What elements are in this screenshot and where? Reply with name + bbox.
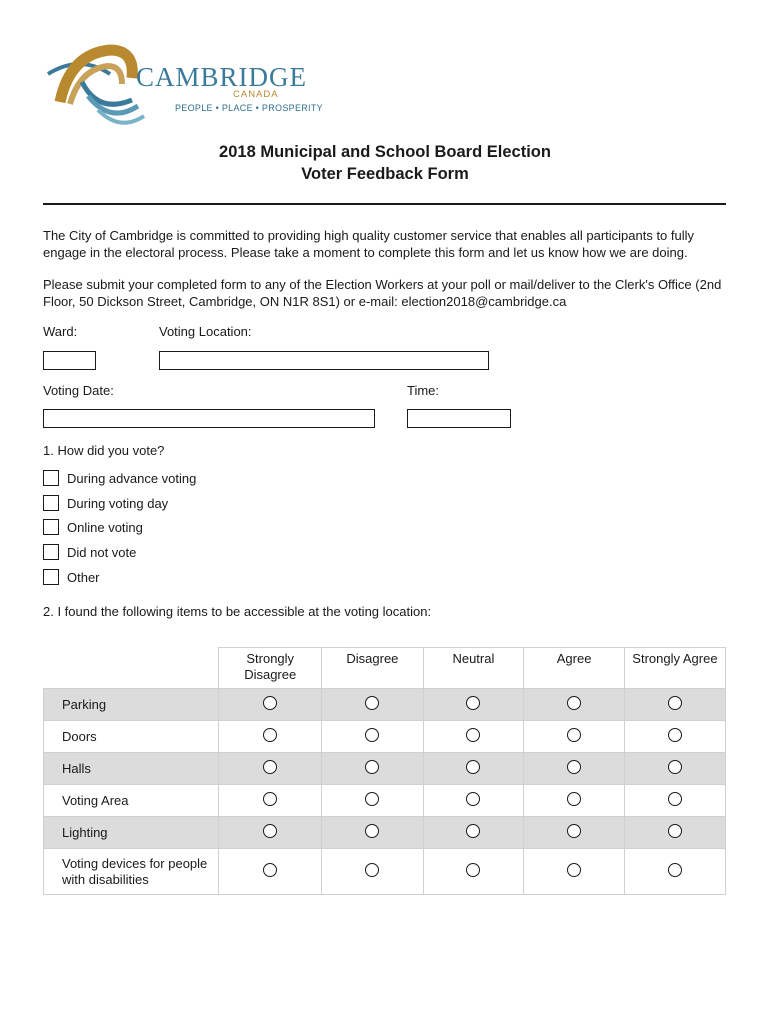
radio-button[interactable]	[365, 696, 379, 710]
item-label: Halls	[44, 753, 219, 785]
page-subtitle: Voter Feedback Form	[301, 165, 469, 183]
time-label: Time:	[407, 383, 440, 398]
scale-agree: Agree	[524, 648, 625, 689]
radio-button[interactable]	[466, 728, 480, 742]
scale-strongly-disagree: Strongly Disagree	[219, 648, 322, 689]
scale-strongly-agree: Strongly Agree	[624, 648, 725, 689]
radio-button[interactable]	[466, 760, 480, 774]
intro-paragraph: The City of Cambridge is committed to providing high quality customer service that enables all participants to fully engage in the electoral process. Please take a moment to complete this form and let us know how we are doing.	[43, 228, 695, 260]
table-row	[44, 785, 726, 817]
scale-header-row	[44, 648, 726, 689]
radio-button[interactable]	[365, 824, 379, 838]
checkbox-label: Other	[67, 569, 100, 585]
radio-button[interactable]	[263, 760, 277, 774]
radio-button[interactable]	[466, 863, 480, 877]
radio-button[interactable]	[668, 760, 682, 774]
voting-date-field[interactable]	[43, 409, 375, 428]
logo-region: CANADA	[233, 89, 279, 100]
radio-button[interactable]	[668, 728, 682, 742]
table-row	[44, 753, 726, 785]
radio-button[interactable]	[567, 728, 581, 742]
item-label: Doors	[44, 721, 219, 753]
radio-button[interactable]	[365, 792, 379, 806]
radio-button[interactable]	[263, 863, 277, 877]
radio-button[interactable]	[466, 696, 480, 710]
item-label: Parking	[44, 689, 219, 721]
radio-button[interactable]	[567, 863, 581, 877]
item-label: Lighting	[44, 817, 219, 849]
checkbox[interactable]	[43, 519, 59, 535]
radio-button[interactable]	[263, 792, 277, 806]
radio-button[interactable]	[365, 760, 379, 774]
radio-button[interactable]	[567, 760, 581, 774]
table-row	[44, 721, 726, 753]
checkbox-voting-day[interactable]	[43, 494, 168, 512]
table-row	[44, 817, 726, 849]
checkbox[interactable]	[43, 470, 59, 486]
radio-button[interactable]	[668, 792, 682, 806]
question-2: 2. I found the following items to be accessible at the voting location:	[43, 604, 432, 619]
radio-button[interactable]	[263, 696, 277, 710]
item-label: Voting Area	[44, 785, 219, 817]
checkbox[interactable]	[43, 569, 59, 585]
radio-button[interactable]	[365, 863, 379, 877]
radio-button[interactable]	[466, 792, 480, 806]
radio-button[interactable]	[365, 728, 379, 742]
checkbox-label: Did not vote	[67, 544, 137, 560]
checkbox-other[interactable]	[43, 568, 100, 586]
radio-button[interactable]	[567, 792, 581, 806]
logo-tagline: PEOPLE • PLACE • PROSPERITY	[175, 103, 323, 113]
header-blank	[44, 648, 219, 689]
ward-label: Ward:	[43, 324, 78, 339]
checkbox[interactable]	[43, 495, 59, 511]
checkbox-online-voting[interactable]	[43, 518, 143, 536]
scale-neutral: Neutral	[423, 648, 524, 689]
ward-field[interactable]	[43, 351, 96, 370]
checkbox-advance-voting[interactable]	[43, 469, 196, 487]
radio-button[interactable]	[263, 824, 277, 838]
checkbox-label: During advance voting	[67, 470, 197, 486]
checkbox[interactable]	[43, 544, 59, 560]
item-label: Voting devices for people with disabilities	[44, 849, 219, 895]
radio-button[interactable]	[668, 696, 682, 710]
table-row	[44, 849, 726, 895]
logo-wordmark: CAMBRIDGE	[136, 62, 308, 92]
checkbox-did-not-vote[interactable]	[43, 543, 136, 561]
radio-button[interactable]	[567, 824, 581, 838]
voting-date-label: Voting Date:	[43, 383, 114, 398]
checkbox-label: Online voting	[67, 519, 143, 535]
table-row	[44, 689, 726, 721]
question-1: 1. How did you vote?	[43, 443, 165, 458]
radio-button[interactable]	[466, 824, 480, 838]
radio-button[interactable]	[668, 824, 682, 838]
submit-paragraph: Please submit your completed form to any of the Election Workers at your poll or mail/deliver to the Clerk's Office (2nd Floor, 50 Dickson Street, Cambridge, ON N1R 8S1) or e-mail: election2018@cambridge.ca	[43, 277, 722, 309]
scale-disagree: Disagree	[322, 648, 423, 689]
page-title: 2018 Municipal and School Board Election	[219, 143, 551, 161]
radio-button[interactable]	[567, 696, 581, 710]
time-field[interactable]	[407, 409, 511, 428]
voting-location-label: Voting Location:	[159, 324, 252, 339]
voting-location-field[interactable]	[159, 351, 489, 370]
radio-button[interactable]	[263, 728, 277, 742]
radio-button[interactable]	[668, 863, 682, 877]
checkbox-label: During voting day	[67, 495, 169, 511]
accessibility-rating-table	[43, 647, 726, 895]
title-divider	[43, 203, 726, 205]
